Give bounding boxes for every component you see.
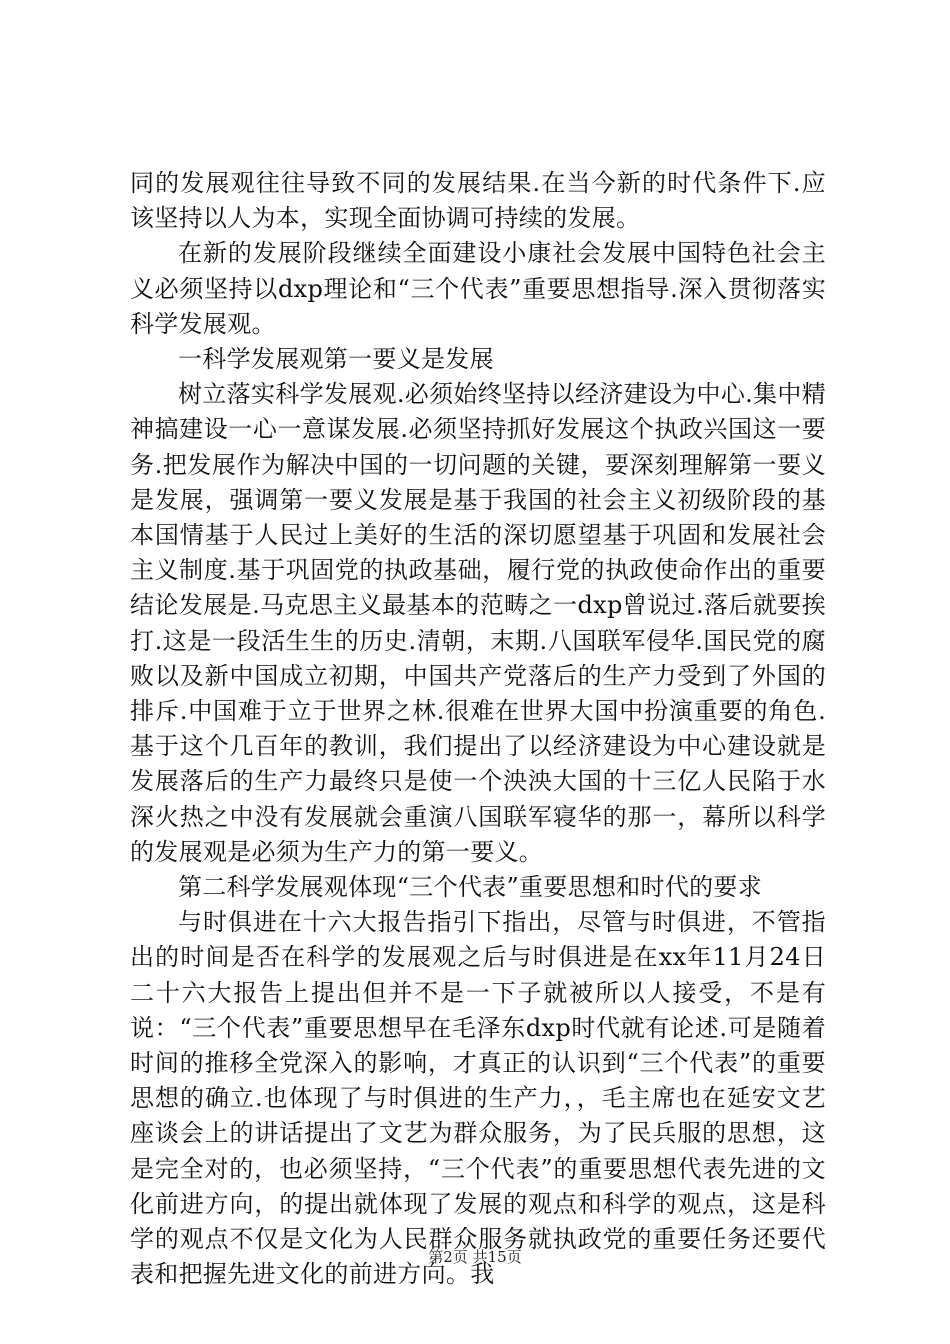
- section-heading-1: 一科学发展观第一要义是发展: [178, 345, 494, 374]
- paragraph-1: 同的发展观往往导致不同的发展结果.在当今新的时代条件下.应该坚持以人为本，实现全面协调可持续的发展。: [130, 169, 826, 233]
- paragraph-3: 树立落实科学发展观.必须始终坚持以经济建设为中心.集中精神搞建设一心一意谋发展.必须坚持抓好发展这个执政兴国这一要务.把发展作为解决中国的一切问题的关键，要深刻理解第一要义是发展，强调第一要义发展是基于我国的社会主义初级阶段的基本国情基于人民过上美好的生活的深切愿望基于巩固和发展社会主义制度.基于巩固党的执政基础，履行党的执政使命作出的重要结论发展是.马克思主义最基本的范畴之一dxp曾说过.落后就要挨打.这是一段活生生的历史.清朝，末期.八国联军侵华.国民党的腐败以及新中国成立初期，中国共产党落后的生产力受到了外国的排斥.中国难于立于世界之林.很难在世界大国中扮演重要的角色.基于这个几百年的教训，我们提出了以经济建设为中心建设就是发展落后的生产力最终只是使一个泱泱大国的十三亿人民陷于水深火热之中没有发展就会重演八国联军寝华的那一，幕所以科学的发展观是必须为生产力的第一要义。: [130, 380, 826, 866]
- page-number-label: 第2页 共15页: [428, 1248, 522, 1266]
- paragraph-2: 在新的发展阶段继续全面建设小康社会发展中国特色社会主义必须坚持以dxp理论和“三个代表”重要思想指导.深入贯彻落实科学发展观。: [130, 239, 826, 338]
- section-heading-2: 第二科学发展观体现“三个代表”重要思想和时代的要求: [178, 873, 763, 902]
- page-footer: [0, 1247, 950, 1267]
- paragraph-4: 与时俱进在十六大报告指引下指出，尽管与时俱进，不管指出的时间是否在科学的发展观之后与时俱进是在xx年11月24日二十六大报告上提出但并不是一下子就被所以人接受，不是有说：“三个代表”重要思想早在毛泽东dxp时代就有论述.可是随着时间的推移全党深入的影响，才真正的认识到“三个代表”的重要思想的确立.也体现了与时俱进的生产力，，毛主席也在延安文艺座谈会上的讲话提出了文艺为群众服务，为了民兵服的思想，这是完全对的，也必须坚持，“三个代表”的重要思想代表先进的文化前进方向，的提出就体现了发展的观点和科学的观点，这是科学的观点不仅是文化为人民群众服务就执政党的重要任务还要代表和把握先进文化的前进方向。我: [130, 908, 826, 1289]
- document-body: [130, 166, 826, 1293]
